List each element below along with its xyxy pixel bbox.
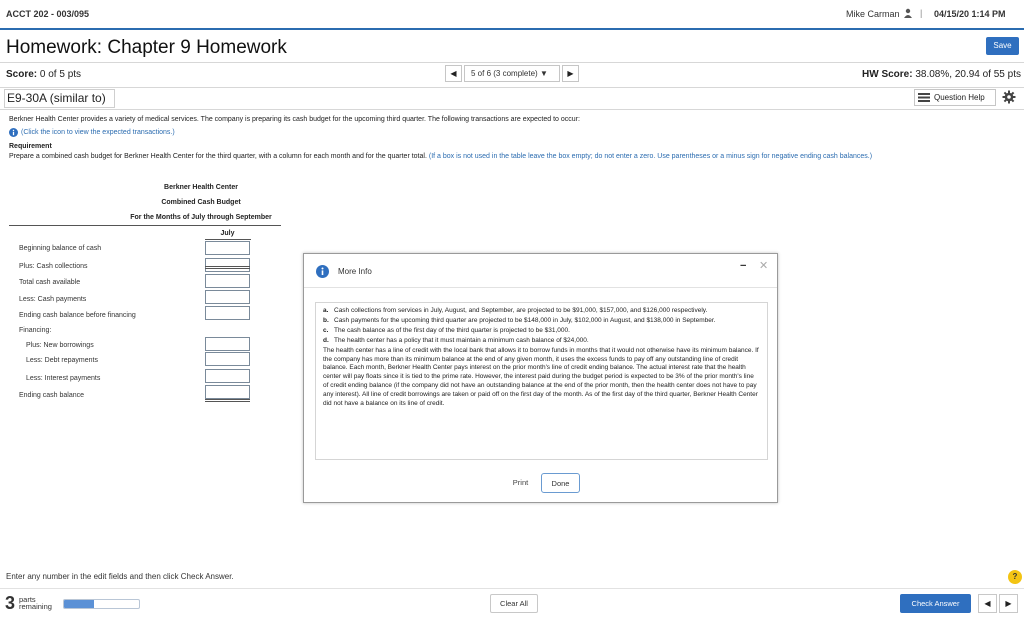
input-interest-payments-july[interactable]	[205, 369, 250, 383]
user-name[interactable]: Mike Carman	[846, 9, 900, 19]
input-cash-collections-july[interactable]	[205, 258, 250, 272]
input-total-cash-available-july[interactable]	[205, 274, 250, 288]
info-link[interactable]: (Click the icon to view the expected transactions.)	[21, 129, 175, 136]
previous-question-button[interactable]: ◀	[445, 65, 462, 82]
row-label-ending-before-financing: Ending cash balance before financing	[19, 312, 136, 319]
list-icon	[918, 93, 930, 102]
item-letter: b.	[323, 316, 329, 324]
row-label-cash-collections: Plus: Cash collections	[19, 263, 88, 270]
item-letter: a.	[323, 307, 329, 314]
input-new-borrowings-july[interactable]	[205, 337, 250, 351]
help-icon[interactable]: ?	[1008, 570, 1022, 584]
row-label-new-borrowings: Plus: New borrowings	[26, 342, 94, 349]
progress-fill	[64, 600, 94, 608]
requirement-text	[9, 153, 872, 160]
divider	[0, 62, 1024, 63]
item-text: Cash collections from services in July, August, and September, are projected to be $91,000, $157,000, and $126,000 respectively.	[334, 307, 708, 314]
budget-period: For the Months of July through September	[130, 214, 272, 221]
divider	[0, 109, 1024, 110]
datetime: 04/15/20 1:14 PM	[934, 9, 1006, 19]
row-label-cash-payments: Less: Cash payments	[19, 296, 87, 303]
question-select-value: 5 of 6 (3 complete)	[471, 69, 538, 78]
info-paragraph: The health center has a line of credit with the local bank that allows it to borrow funds in months that it would not otherwise have its minimum balance. If the company has more than its minimum balance at the end of any given month, it uses the excess funds to pay off any outstanding line of credit balance. Each month, Berkner Health Center pays interest on the prior month's line of credit ending balance. The actual interest rate that the health center will pay floats since it is tied to the prime rate. However, the interest paid during the budget period is expected to be 3% of the prior month's line of credit ending balance (if the company did not have an outstanding balance at the end of the prior month, then the health center does not have to pay any interest). All line of credit borrowings are taken or paid off on the first day of the month. As of the first day of the third quarter, Berkner Health Center did not have a balance on its line of credit.	[323, 346, 759, 408]
item-letter: c.	[323, 326, 329, 334]
hw-score-label: HW Score:	[862, 69, 913, 80]
hw-score	[862, 69, 1021, 80]
parts-label-line1: parts	[19, 595, 36, 604]
budget-company: Berkner Health Center	[164, 184, 238, 191]
input-beginning-balance-july[interactable]	[205, 241, 250, 255]
parts-remaining-count: 3	[5, 593, 16, 613]
row-label-total-cash-available: Total cash available	[19, 279, 81, 286]
row-label-beginning-balance: Beginning balance of cash	[19, 245, 102, 252]
row-label-financing: Financing:	[19, 327, 52, 334]
row-label-debt-repayments: Less: Debt repayments	[26, 357, 98, 364]
info-item	[323, 337, 761, 346]
print-button[interactable]: Print	[505, 475, 536, 490]
dialog-content	[315, 302, 768, 460]
budget-header-rule	[9, 225, 281, 226]
dialog-title: More Info	[338, 267, 372, 276]
course-name: ACCT 202 - 003/095	[6, 9, 90, 19]
hw-score-value: 38.08%, 20.94 of 55 pts	[915, 69, 1021, 80]
score-label: Score:	[6, 69, 38, 80]
divider	[0, 87, 1024, 88]
next-part-button[interactable]: ▶	[999, 594, 1018, 613]
info-item	[323, 307, 761, 316]
more-info-dialog	[303, 253, 778, 503]
row-label-ending-cash-balance: Ending cash balance	[19, 392, 84, 399]
row-label-interest-payments: Less: Interest payments	[26, 375, 101, 382]
check-answer-button[interactable]: Check Answer	[900, 594, 971, 613]
question-help-button[interactable]: Question Help	[914, 89, 996, 106]
info-icon	[316, 265, 329, 278]
clear-all-button[interactable]: Clear All	[490, 594, 538, 613]
input-debt-repayments-july[interactable]	[205, 352, 250, 366]
item-text: The health center has a policy that it must maintain a minimum cash balance of $24,000.	[334, 336, 589, 344]
requirement-heading: Requirement	[9, 143, 52, 150]
budget-statement: Combined Cash Budget	[161, 199, 241, 206]
parts-label-line2: remaining	[19, 602, 52, 611]
dialog-divider	[304, 287, 777, 288]
requirement-hint: (If a box is not used in the table leave the box empty; do not enter a zero. Use parentheses or a minus sign for negative ending cash balances.)	[428, 153, 873, 160]
requirement-body: Prepare a combined cash budget for Berkner Health Center for the third quarter, with a column for each month and for the quarter total.	[9, 153, 427, 160]
column-header-rule	[205, 239, 251, 240]
gear-icon[interactable]	[1002, 90, 1016, 104]
question-select[interactable]	[464, 65, 560, 82]
column-header-july: July	[220, 230, 235, 237]
item-text: Cash payments for the upcoming third quarter are projected to be $148,000 in July, $102,000 in August, and $138,000 in September.	[334, 316, 716, 324]
next-question-button[interactable]: ▶	[562, 65, 579, 82]
score	[6, 69, 81, 80]
user-icon[interactable]	[903, 8, 913, 18]
header-separator: |	[920, 8, 923, 18]
input-ending-before-financing-july[interactable]	[205, 306, 250, 320]
item-letter: d.	[323, 336, 329, 344]
chevron-down-icon: ▼	[539, 69, 548, 78]
underline-rule	[205, 266, 250, 269]
close-icon[interactable]: ✕	[759, 260, 769, 272]
page-title: Homework: Chapter 9 Homework	[6, 37, 287, 58]
info-item	[323, 327, 761, 336]
question-intro: Berkner Health Center provides a variety of medical services. The company is preparing its cash budget for the upcoming third quarter. The following transactions are expected to occur:	[9, 116, 580, 123]
input-ending-cash-balance-july[interactable]	[205, 385, 250, 399]
info-icon[interactable]	[9, 128, 18, 137]
problem-id: E9-30A (similar to)	[4, 89, 115, 108]
footer-divider	[0, 588, 1024, 589]
info-item	[323, 317, 761, 326]
save-button[interactable]: Save	[986, 37, 1019, 55]
double-underline	[205, 399, 250, 402]
score-value: 0 of 5 pts	[39, 69, 82, 80]
parts-remaining-label	[19, 596, 52, 610]
item-text: The cash balance as of the first day of the third quarter is projected to be $31,000.	[334, 326, 570, 334]
minimize-button[interactable]: −	[740, 260, 747, 272]
input-cash-payments-july[interactable]	[205, 290, 250, 304]
previous-part-button[interactable]: ◀	[978, 594, 997, 613]
footer-instructions: Enter any number in the edit fields and then click Check Answer.	[6, 572, 234, 581]
parts-progress-bar	[63, 599, 140, 609]
done-button[interactable]: Done	[541, 473, 580, 493]
